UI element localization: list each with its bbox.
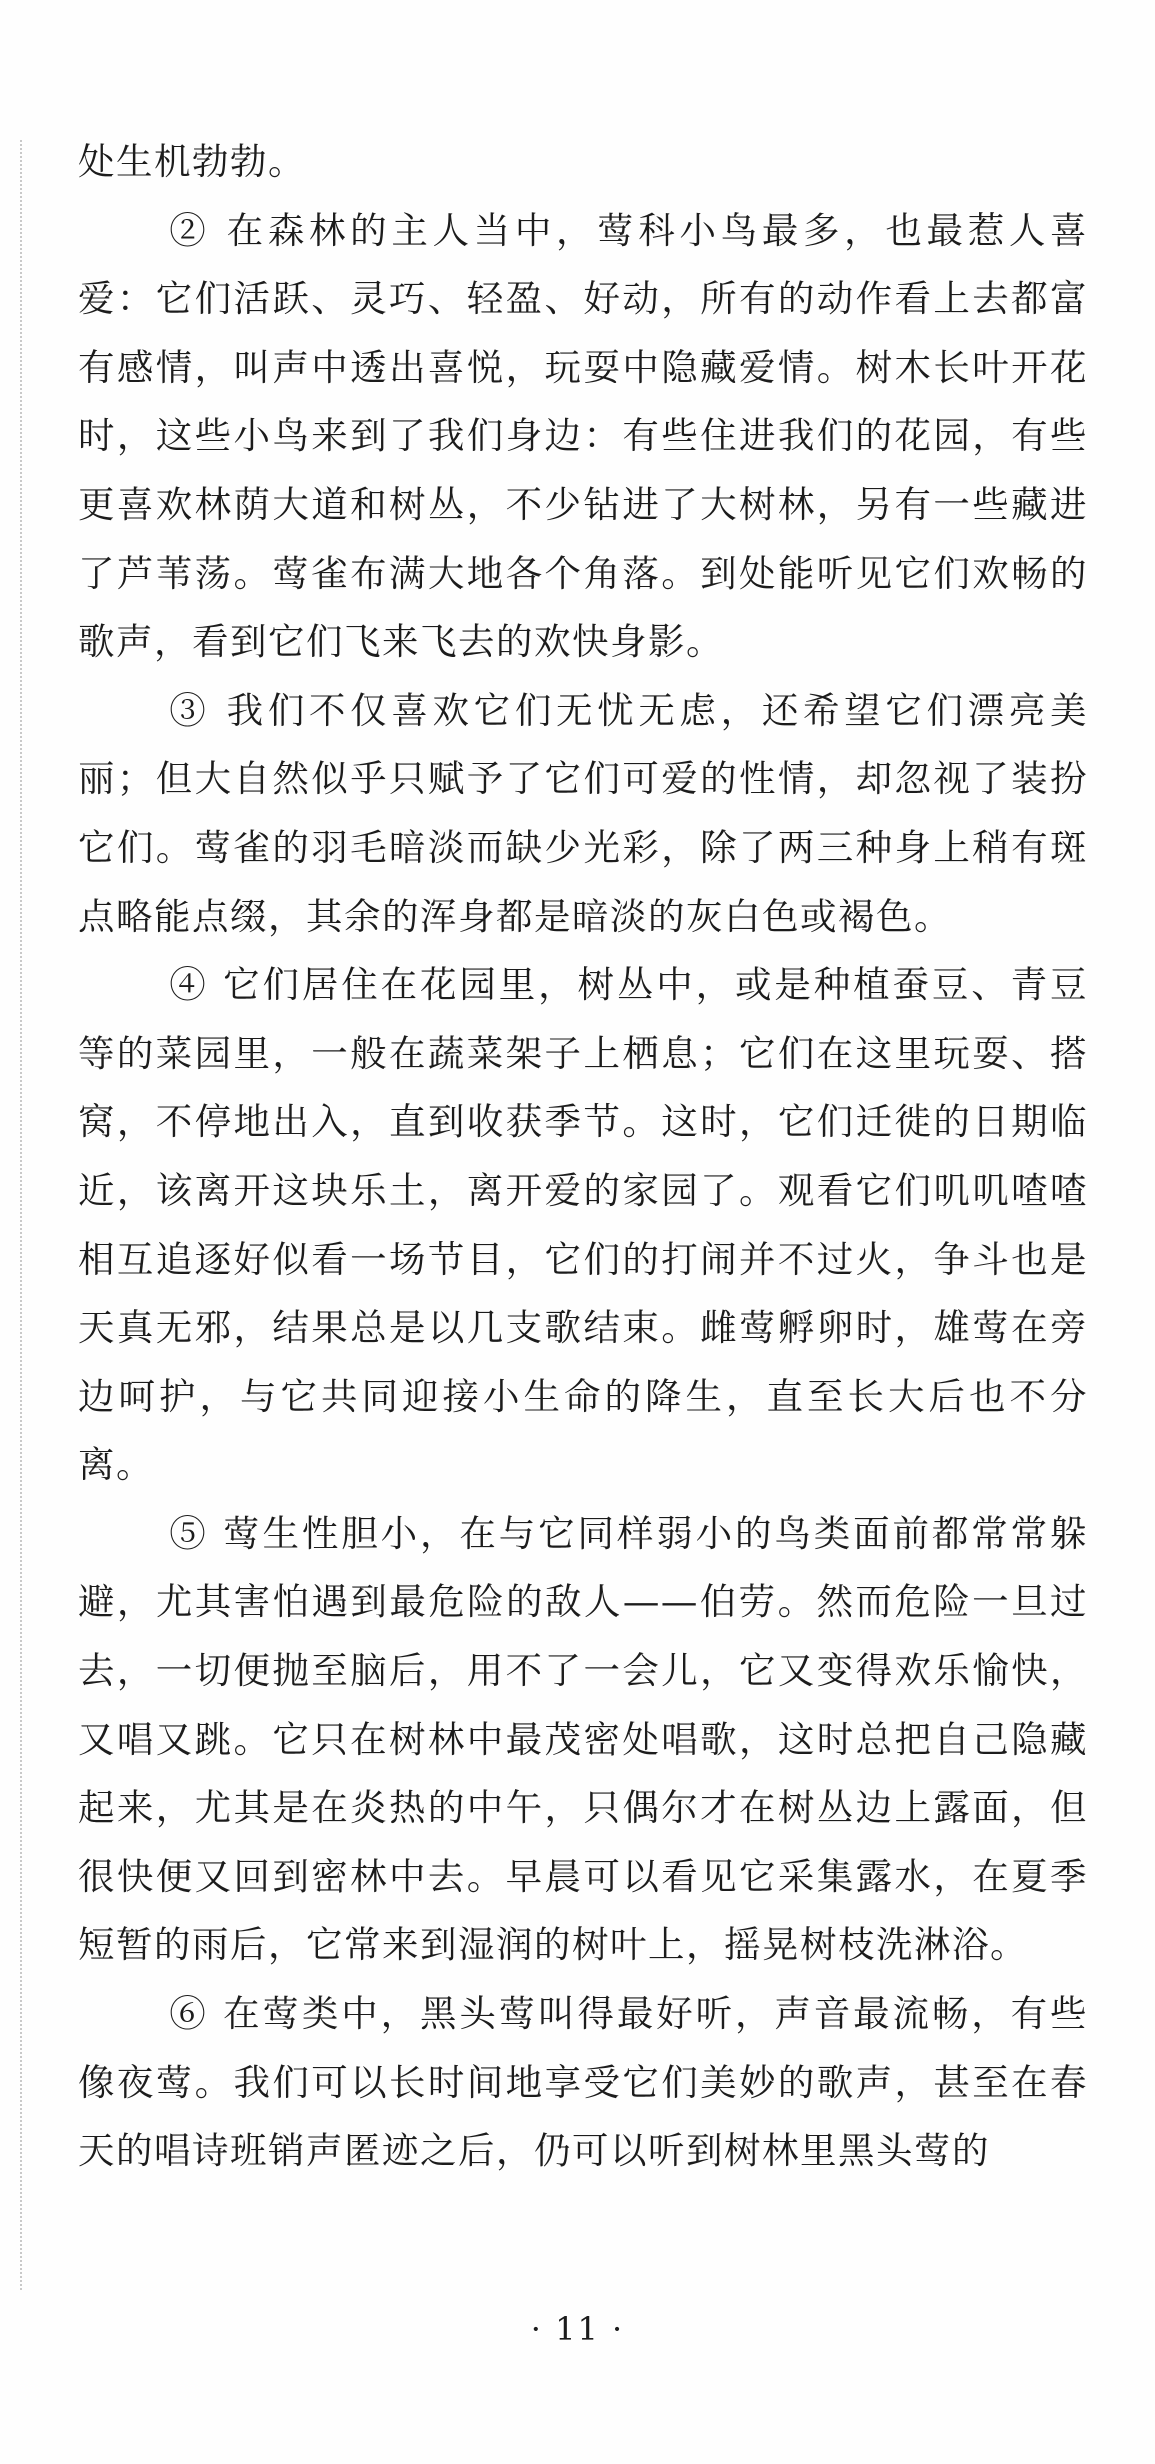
- body-text: [78, 128, 1088, 2186]
- paragraph-4: ④ 它们居住在花园里，树丛中，或是种植蚕豆、青豆等的菜园里，一般在蔬菜架子上栖息；它们在这里玩耍、搭窝，不停地出入，直到收获季节。这时，它们迁徙的日期临近，该离开这块乐土，离开爱的家园了。观看它们叽叽喳喳相互追逐好似看一场节目，它们的打闹并不过火，争斗也是天真无邪，结果总是以几支歌结束。雌莺孵卵时，雄莺在旁边呵护，与它共同迎接小生命的降生，直至长大后也不分离。: [78, 963, 1088, 1487]
- paragraph-6: ⑥ 在莺类中，黑头莺叫得最好听，声音最流畅，有些像夜莺。我们可以长时间地享受它们美妙的歌声，甚至在春天的唱诗班销声匿迹之后，仍可以听到树林里黑头莺的: [78, 1992, 1088, 2173]
- paragraph-5: ⑤ 莺生性胆小，在与它同样弱小的鸟类面前都常常躲避，尤其害怕遇到最危险的敌人——伯劳。然而危险一旦过去，一切便抛至脑后，用不了一会儿，它又变得欢乐愉快，又唱又跳。它只在树林中最茂密处唱歌，这时总把自己隐藏起来，尤其是在炎热的中午，只偶尔才在树丛边上露面，但很快便又回到密林中去。早晨可以看见它采集露水，在夏季短暂的雨后，它常来到湿润的树叶上，摇晃树枝洗淋浴。: [78, 1511, 1088, 1967]
- paragraph-3: ③ 我们不仅喜欢它们无忧无虑，还希望它们漂亮美丽；但大自然似乎只赋予了它们可爱的性情，却忽视了装扮它们。莺雀的羽毛暗淡而缺少光彩，除了两三种身上稍有斑点略能点缀，其余的浑身都是暗淡的灰白色或褐色。: [78, 688, 1088, 938]
- paragraph-2: ② 在森林的主人当中，莺科小鸟最多，也最惹人喜爱：它们活跃、灵巧、轻盈、好动，所有的动作看上去都富有感情，叫声中透出喜悦，玩耍中隐藏爱情。树木长叶开花时，这些小鸟来到了我们身边：有些住进我们的花园，有些更喜欢林荫大道和树丛，不少钻进了大树林，另有一些藏进了芦苇荡。莺雀布满大地各个角落。到处能听见它们欢畅的歌声，看到它们飞来飞去的欢快身影。: [78, 208, 1088, 664]
- page-number: · 11 ·: [530, 2310, 625, 2348]
- paragraph-0: 处生机勃勃。: [78, 140, 306, 183]
- margin-dotted-line: [20, 140, 22, 2290]
